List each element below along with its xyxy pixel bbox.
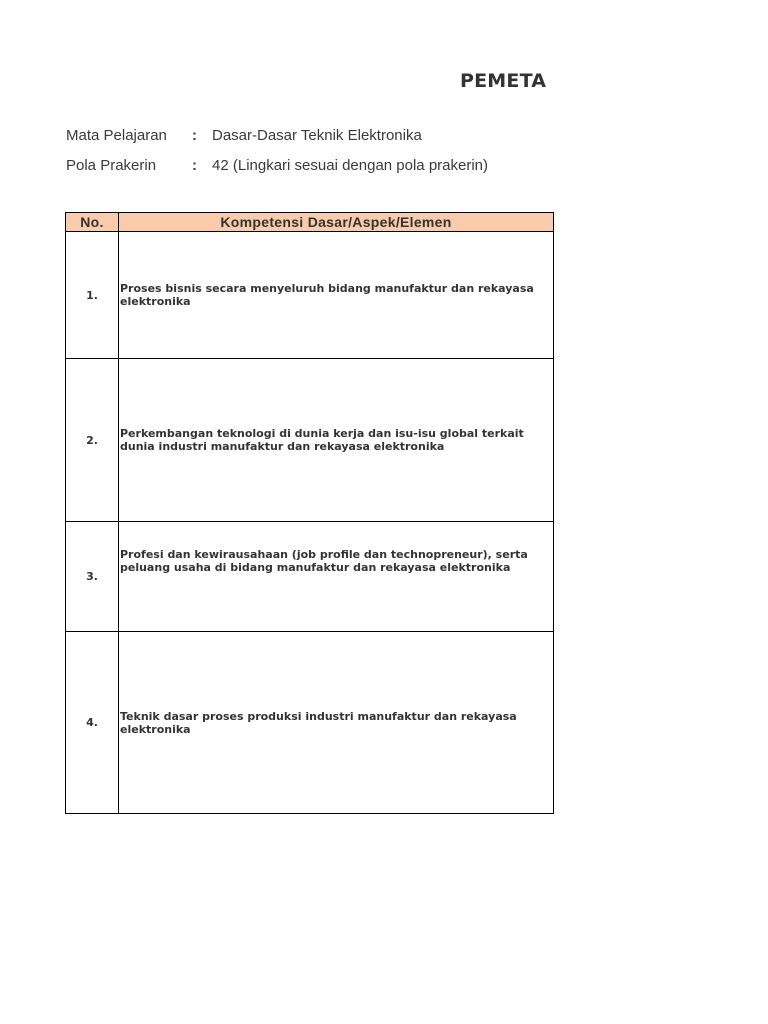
document-title-container xyxy=(460,70,554,98)
table-row xyxy=(66,632,554,814)
table-row xyxy=(66,232,554,359)
pattern-value: 42 (Lingkari sesuai dengan pola prakerin) xyxy=(212,157,489,174)
header-competency: Kompetensi Dasar/Aspek/Elemen xyxy=(119,213,554,232)
subject-colon: : xyxy=(192,127,197,144)
subject-row xyxy=(66,127,566,147)
row-competency: Profesi dan kewirausahaan (job profile dan technopreneur), serta peluang usaha di bidang manufaktur dan rekayasa elektronika xyxy=(119,522,554,632)
row-competency: Proses bisnis secara menyeluruh bidang manufaktur dan rekayasa elektronika xyxy=(119,232,554,359)
row-competency: Teknik dasar proses produksi industri manufaktur dan rekayasa elektronika xyxy=(119,632,554,814)
row-number: 4. xyxy=(66,632,119,814)
row-number: 3. xyxy=(66,522,119,632)
pattern-label: Pola Prakerin xyxy=(66,157,157,174)
pattern-row xyxy=(66,157,566,177)
competency-table xyxy=(65,212,554,814)
pattern-colon: : xyxy=(192,157,197,174)
subject-label: Mata Pelajaran xyxy=(66,127,167,144)
subject-value: Dasar-Dasar Teknik Elektronika xyxy=(212,127,422,144)
row-number: 2. xyxy=(66,359,119,522)
header-no: No. xyxy=(66,213,119,232)
document-title: PEMETA xyxy=(460,70,547,92)
table-row xyxy=(66,522,554,632)
row-competency: Perkembangan teknologi di dunia kerja dan isu-isu global terkait dunia industri manufaktur dan rekayasa elektronika xyxy=(119,359,554,522)
table-header-row xyxy=(66,213,554,232)
table-row xyxy=(66,359,554,522)
row-number: 1. xyxy=(66,232,119,359)
